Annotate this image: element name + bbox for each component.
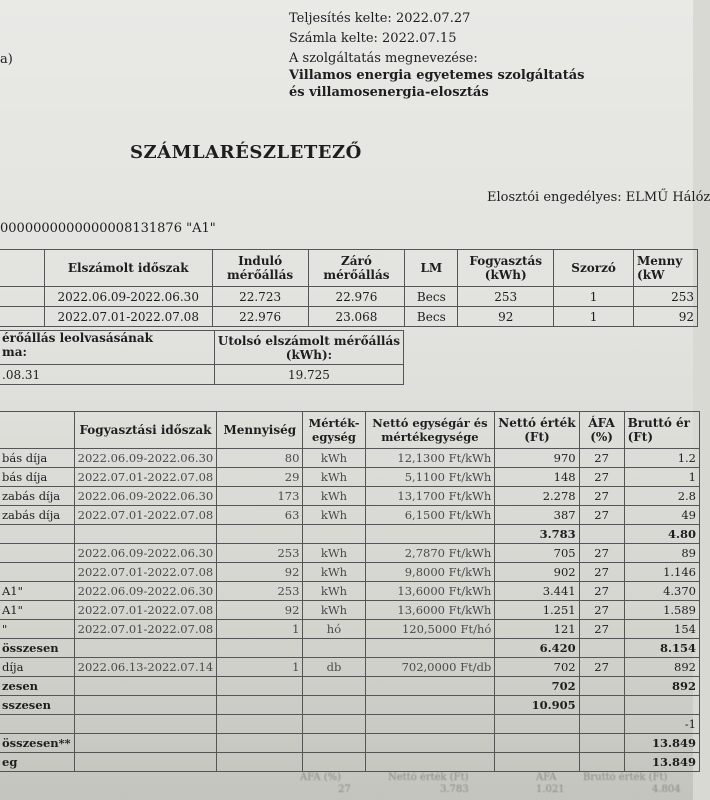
table-row <box>0 658 700 677</box>
table-row: 2022.06.09-2022.06.30 22.723 22.976 Becs 253 1 253 <box>0 287 698 307</box>
cell-net: 10.905 <box>495 696 579 715</box>
cell-qty: 1 <box>217 620 303 639</box>
cell-qty: 92 <box>217 601 303 620</box>
cell-gross: 4.80 <box>624 525 699 544</box>
cell-net: 970 <box>495 449 579 468</box>
summary-net-val: 3.783 <box>440 784 469 795</box>
table-row <box>0 696 700 715</box>
cell-qty: 29 <box>217 468 303 487</box>
cell-vat: 27 <box>579 563 624 582</box>
reading-table: érőállás leolvasásának ma: Utolsó elszámolt mérőállás (kWh): .08.31 19.725 <box>0 330 404 385</box>
cell-vat <box>579 753 624 772</box>
cell-qty: 173 <box>217 487 303 506</box>
cell-vat <box>579 696 624 715</box>
cell-net: 148 <box>495 468 579 487</box>
cell-label: összesen** <box>0 734 74 753</box>
cell-label: bás díja <box>0 449 74 468</box>
last-reading-value: 19.725 <box>214 365 403 385</box>
cell-price <box>365 715 495 734</box>
cell-gross: 13.849 <box>624 753 699 772</box>
cell-price: 5,1100 Ft/kWh <box>365 468 495 487</box>
cell-label: " <box>0 620 74 639</box>
cell-period <box>74 734 217 753</box>
cell-label <box>0 544 74 563</box>
cell-gross: 49 <box>624 506 699 525</box>
cell-period: 2022.07.01-2022.07.08 <box>74 563 217 582</box>
table-row <box>0 601 700 620</box>
cell-vat: 27 <box>579 620 624 639</box>
cell-net: 6.420 <box>495 639 579 658</box>
cell-qty: 1 <box>217 658 303 677</box>
summary-vat: ÁFA <box>536 772 557 783</box>
cell-price: 9,8000 Ft/kWh <box>365 563 495 582</box>
cell-price <box>365 525 495 544</box>
cell-unit <box>303 639 365 658</box>
cell-gross: 1.2 <box>624 449 699 468</box>
cell-net: 3.783 <box>495 525 579 544</box>
cell-unit: hó <box>303 620 365 639</box>
cell-period: 2022.06.09-2022.06.30 <box>74 544 217 563</box>
summary-vat-pct: ÁFA (%) <box>300 772 341 783</box>
cell-vat <box>579 734 624 753</box>
cell-price <box>365 696 495 715</box>
cell-label: zesen <box>0 677 74 696</box>
cell-vat: 27 <box>579 544 624 563</box>
cell-label: bás díja <box>0 468 74 487</box>
cell-net: 705 <box>495 544 579 563</box>
cell-gross: 1.589 <box>624 601 699 620</box>
cell-period: 2022.06.13-2022.07.14 <box>74 658 217 677</box>
cell-net: 1.251 <box>495 601 579 620</box>
cell-period <box>74 525 217 544</box>
summary-net-value: Nettó érték (Ft) <box>388 772 469 783</box>
cell-period <box>74 639 217 658</box>
cell-qty: 63 <box>217 506 303 525</box>
distributor: Elosztói engedélyes: ELMŰ Hálóz <box>487 190 710 205</box>
table-row <box>0 525 700 544</box>
table-row <box>0 563 700 582</box>
cell-gross: 4.370 <box>624 582 699 601</box>
cell-vat: 27 <box>579 449 624 468</box>
cell-qty <box>217 715 303 734</box>
cell-price <box>365 753 495 772</box>
cell-qty <box>217 639 303 658</box>
cell-unit <box>303 525 365 544</box>
cell-gross: 13.849 <box>624 734 699 753</box>
cell-label <box>0 715 74 734</box>
table-row <box>0 734 700 753</box>
cell-gross: 892 <box>624 658 699 677</box>
cell-label: eg <box>0 753 74 772</box>
cell-net: 902 <box>495 563 579 582</box>
cell-net: 121 <box>495 620 579 639</box>
cell-net <box>495 753 579 772</box>
cell-unit <box>303 715 365 734</box>
cell-unit: kWh <box>303 563 365 582</box>
cell-period: 2022.07.01-2022.07.08 <box>74 620 217 639</box>
cell-net: 702 <box>495 658 579 677</box>
cell-vat <box>579 525 624 544</box>
table-row <box>0 753 700 772</box>
summary-vat-pct-value: 27 <box>338 784 351 795</box>
cell-qty <box>217 734 303 753</box>
cell-price <box>365 677 495 696</box>
left-fragment: a) <box>0 52 13 67</box>
cell-qty: 253 <box>217 544 303 563</box>
cell-period <box>74 715 217 734</box>
cell-qty <box>217 753 303 772</box>
cell-vat <box>579 715 624 734</box>
meter-table: Elszámolt időszak Induló mérőállás Záró mérőállás LM Fogyasztás (kWh) Szorzó Menny (kW 2022.06.09-2022.06.30 22.723 22.976 Becs 253 1 253 2022.07.01-2022.07.08 22.976 23.068 Becs 92 1 92 <box>0 249 698 327</box>
cell-label: sszesen <box>0 696 74 715</box>
cell-price: 120,5000 Ft/hó <box>365 620 495 639</box>
cell-vat <box>579 639 624 658</box>
table-row <box>0 544 700 563</box>
cell-period <box>74 677 217 696</box>
table-row <box>0 487 700 506</box>
cell-unit: kWh <box>303 449 365 468</box>
cell-vat: 27 <box>579 582 624 601</box>
cell-price <box>365 734 495 753</box>
cell-vat: 27 <box>579 601 624 620</box>
cell-unit <box>303 734 365 753</box>
cell-qty: 253 <box>217 582 303 601</box>
table-row <box>0 582 700 601</box>
cell-price: 13,6000 Ft/kWh <box>365 601 495 620</box>
table-row <box>0 468 700 487</box>
cell-price: 2,7870 Ft/kWh <box>365 544 495 563</box>
cell-gross: 89 <box>624 544 699 563</box>
cell-period <box>74 696 217 715</box>
cell-gross: 892 <box>624 677 699 696</box>
cell-period: 2022.06.09-2022.06.30 <box>74 582 217 601</box>
table-row <box>0 715 700 734</box>
cell-unit: kWh <box>303 487 365 506</box>
cell-unit <box>303 696 365 715</box>
cell-label: A1" <box>0 582 74 601</box>
service-line-2: és villamosenergia-elosztás <box>289 85 489 100</box>
cell-vat: 27 <box>579 468 624 487</box>
cell-gross: -1 <box>624 715 699 734</box>
cell-period <box>74 753 217 772</box>
completion-date: Teljesítés kelte: 2022.07.27 <box>289 11 471 26</box>
cell-unit: kWh <box>303 544 365 563</box>
service-line-1: Villamos energia egyetemes szolgáltatás <box>289 68 585 83</box>
cell-unit: db <box>303 658 365 677</box>
cell-unit: kWh <box>303 468 365 487</box>
service-label: A szolgáltatás megnevezése: <box>289 51 478 66</box>
cell-gross: 1 <box>624 468 699 487</box>
table-row <box>0 620 700 639</box>
cell-gross <box>624 696 699 715</box>
cell-label: zabás díja <box>0 506 74 525</box>
cell-period: 2022.07.01-2022.07.08 <box>74 468 217 487</box>
page-title: SZÁMLARÉSZLETEZŐ <box>130 142 362 163</box>
cell-gross: 1.146 <box>624 563 699 582</box>
cell-qty: 80 <box>217 449 303 468</box>
cell-unit <box>303 753 365 772</box>
cell-price: 13,1700 Ft/kWh <box>365 487 495 506</box>
cell-net: 702 <box>495 677 579 696</box>
cell-gross: 2.8 <box>624 487 699 506</box>
cell-vat: 27 <box>579 506 624 525</box>
cell-unit: kWh <box>303 506 365 525</box>
cell-label: zabás díja <box>0 487 74 506</box>
cell-gross: 154 <box>624 620 699 639</box>
charges-table: Fogyasztási időszak Mennyiség Mérték- egység Nettó egységár és mértékegysége Nettó érték (Ft) ÁFA (%) Bruttó ér (Ft) bás díja 2022.06.09-2022.06.30 80 kWh 12,1300 Ft/kWh 970 27 1.2 bás díja 2022.07.01-2022.07.08 29 kWh 5,1100 Ft/kWh 148 27 1 zabás díja 2022.06.09-2022.06.30 173 kWh 13,1700 Ft/kWh 2.278 27 2.8 zabás díja 2022.07.01-2022.07.08 63 kWh 6,1500 Ft/kWh 387 27 49 3.783 4.80 2022.06.09-2022.06.30 253 kWh 2,7870 Ft/kWh 705 27 89 2022.07.01-2022.07.08 92 kWh 9,8000 Ft/kWh 902 27 1.146 A1" 2022.06.09-2022.06.30 253 kWh 13,6000 Ft/kWh 3.441 27 4.370 A1" 2022.07.01-2022.07.08 92 kWh 13,6000 Ft/kWh 1.251 27 1.589 " 2022.07.01-2022.07.08 1 hó 120,5000 Ft/hó 121 27 154 összesen 6.420 8.154 díja 2022.06.13-2022.07.14 1 db 702,0000 Ft/db 702 27 892 zesen 702 892 sszesen 10.905 -1 összesen** 13.849 eg 13.849 <box>0 411 700 772</box>
cell-period: 2022.07.01-2022.07.08 <box>74 506 217 525</box>
cell-price: 702,0000 Ft/db <box>365 658 495 677</box>
cell-unit: kWh <box>303 601 365 620</box>
cell-period: 2022.06.09-2022.06.30 <box>74 487 217 506</box>
cell-period: 2022.06.09-2022.06.30 <box>74 449 217 468</box>
cell-qty <box>217 525 303 544</box>
table-row <box>0 506 700 525</box>
cell-period: 2022.07.01-2022.07.08 <box>74 601 217 620</box>
cell-price <box>365 639 495 658</box>
cell-net: 387 <box>495 506 579 525</box>
cell-net <box>495 715 579 734</box>
cell-label <box>0 563 74 582</box>
table-row: 2022.07.01-2022.07.08 22.976 23.068 Becs 92 1 92 <box>0 307 698 327</box>
cell-gross: 8.154 <box>624 639 699 658</box>
cell-price: 6,1500 Ft/kWh <box>365 506 495 525</box>
cell-net: 2.278 <box>495 487 579 506</box>
cell-label <box>0 525 74 544</box>
cell-label: A1" <box>0 601 74 620</box>
cell-qty: 92 <box>217 563 303 582</box>
col-period: Elszámolt időszak <box>44 250 212 287</box>
cell-vat: 27 <box>579 658 624 677</box>
cell-qty <box>217 677 303 696</box>
reading-date: .08.31 <box>0 365 214 385</box>
cell-price: 12,1300 Ft/kWh <box>365 449 495 468</box>
cell-label: összesen <box>0 639 74 658</box>
table-row <box>0 639 700 658</box>
cell-unit: kWh <box>303 582 365 601</box>
table-row <box>0 449 700 468</box>
cell-label: díja <box>0 658 74 677</box>
pod-id: 0000000000000008131876 "A1" <box>0 221 216 236</box>
summary-vat-val: 1.021 <box>536 784 565 795</box>
table-row <box>0 677 700 696</box>
summary-gross-value: Bruttó érték (Ft) <box>583 772 668 783</box>
cell-net <box>495 734 579 753</box>
cell-net: 3.441 <box>495 582 579 601</box>
summary-gross-val: 4.804 <box>652 784 681 795</box>
cell-vat: 27 <box>579 487 624 506</box>
cell-qty <box>217 696 303 715</box>
invoice-date: Számla kelte: 2022.07.15 <box>289 31 457 46</box>
cell-vat <box>579 677 624 696</box>
cell-unit <box>303 677 365 696</box>
cell-price: 13,6000 Ft/kWh <box>365 582 495 601</box>
